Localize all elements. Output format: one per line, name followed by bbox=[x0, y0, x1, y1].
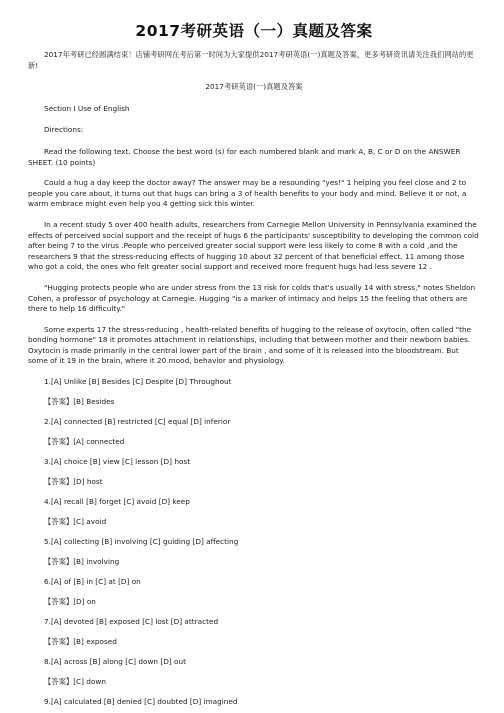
answer-prefix: 【答案】 bbox=[44, 596, 74, 606]
answer-5 bbox=[28, 557, 480, 568]
answer-value: [B] Besides bbox=[73, 397, 115, 407]
answer-value: [C] avoid bbox=[73, 516, 107, 526]
passage-paragraph-3: "Hugging protects people who are under stress from the 13 risk for colds that's usually 14 with stress," notes Sheldon Cohen, a professor of psychology at Carnegie. Hugging "is a marker of intimacy and helps 15 the feeling that others are there to help 16 difficulty." bbox=[28, 282, 476, 314]
answer-value: [D] on bbox=[73, 596, 96, 606]
page-title: 2017考研英语（一）真题及答案 bbox=[135, 22, 373, 40]
answer-1 bbox=[28, 397, 480, 408]
answer-prefix: 【答案】 bbox=[44, 676, 74, 686]
question-list bbox=[28, 377, 480, 707]
answer-prefix: 【答案】 bbox=[44, 476, 74, 486]
question-6: 6.[A] of [B] in [C] at [D] on bbox=[44, 576, 141, 586]
intro-paragraph: 2017年考研已经圆满结束！店铺考研网在考后第一时间为大家提供2017考研英语(一)真题及答案，更多考研资讯请关注我们网站的更新! bbox=[28, 50, 474, 70]
question-9: 9.[A] calculated [B] denied [C] doubted [D] imagined bbox=[44, 696, 238, 706]
answer-prefix: 【答案】 bbox=[44, 636, 74, 646]
answer-7 bbox=[28, 637, 480, 648]
answer-8 bbox=[28, 677, 480, 688]
answer-prefix: 【答案】 bbox=[44, 516, 74, 526]
question-8: 8.[A] across [B] along [C] down [D] out bbox=[44, 656, 186, 666]
subtitle: 2017考研英语(一)真题及答案 bbox=[205, 82, 303, 92]
answer-6 bbox=[28, 597, 480, 608]
answer-2 bbox=[28, 437, 480, 448]
answer-value: [A] connected bbox=[73, 437, 125, 447]
answer-value: [D] host bbox=[73, 476, 103, 486]
question-3: 3.[A] choice [B] view [C] lesson [D] host bbox=[44, 457, 191, 466]
passage-paragraph-4: Some experts 17 the stress-reducing , health-related benefits of hugging to the release of oxytocin, often called "the bonding hormone" 18 it promotes attachment in relationships, including that between mother and their newborn babies. Oxytocin is made primarily in the central lower part of the brain , and some of it is released into the bloodstream. But some of it 19 in the brain, where it 20 mood, behavior and physiology. bbox=[28, 324, 472, 366]
answer-value: [B] involving bbox=[73, 556, 120, 566]
question-7: 7.[A] devoted [B] exposed [C] lost [D] attracted bbox=[44, 616, 219, 626]
passage-paragraph-1: Could a hug a day keep the doctor away? The answer may be a resounding "yes!" 1 helping you feel close and 2 to people you care about, it turns out that hugs can bring a 3 of health benefits to your body and mind. Believe it or not, a warm embrace might even help you 4 getting sick this winter. bbox=[28, 178, 467, 209]
answer-value: [C] down bbox=[73, 676, 106, 686]
passage-paragraph-2: In a recent study 5 over 400 health adults, researchers from Carnegie Mellon University in Pennsylvania examined the effects of perceived social support and the receipt of hugs 6 the participants' susceptibility to developing the common cold after being 7 to the virus .People who perceived greater social support were less likely to come 8 with a cold ,and the researchers 9 that the stress-reducing effects of hugging 10 about 32 percent of that beneficial effect. 11 among those who got a cold, the ones who felt greater social support and received more frequent hugs had less severe 12 . bbox=[28, 219, 479, 272]
answer-value: [B] exposed bbox=[73, 636, 117, 646]
answer-prefix: 【答案】 bbox=[44, 397, 74, 407]
directions-text: Read the following text. Choose the best word (s) for each numbered blank and mark A, B, C or D on the ANSWER SHEET. (10 points) bbox=[28, 146, 461, 167]
answer-3 bbox=[28, 477, 480, 488]
question-4: 4.[A] recall [B] forget [C] avoid [D] keep bbox=[44, 496, 190, 506]
directions-label: Directions: bbox=[44, 125, 84, 135]
answer-4 bbox=[28, 517, 480, 528]
section-heading: Section I Use of English bbox=[44, 103, 130, 113]
question-2: 2.[A] connected [B] restricted [C] equal [D] inferior bbox=[44, 417, 231, 427]
answer-prefix: 【答案】 bbox=[44, 437, 74, 447]
question-1: 1.[A] Unlike [B] Besides [C] Despite [D] Throughout bbox=[44, 377, 232, 387]
answer-prefix: 【答案】 bbox=[44, 556, 74, 566]
question-5: 5.[A] collecting [B] involving [C] guiding [D] affecting bbox=[44, 536, 239, 546]
